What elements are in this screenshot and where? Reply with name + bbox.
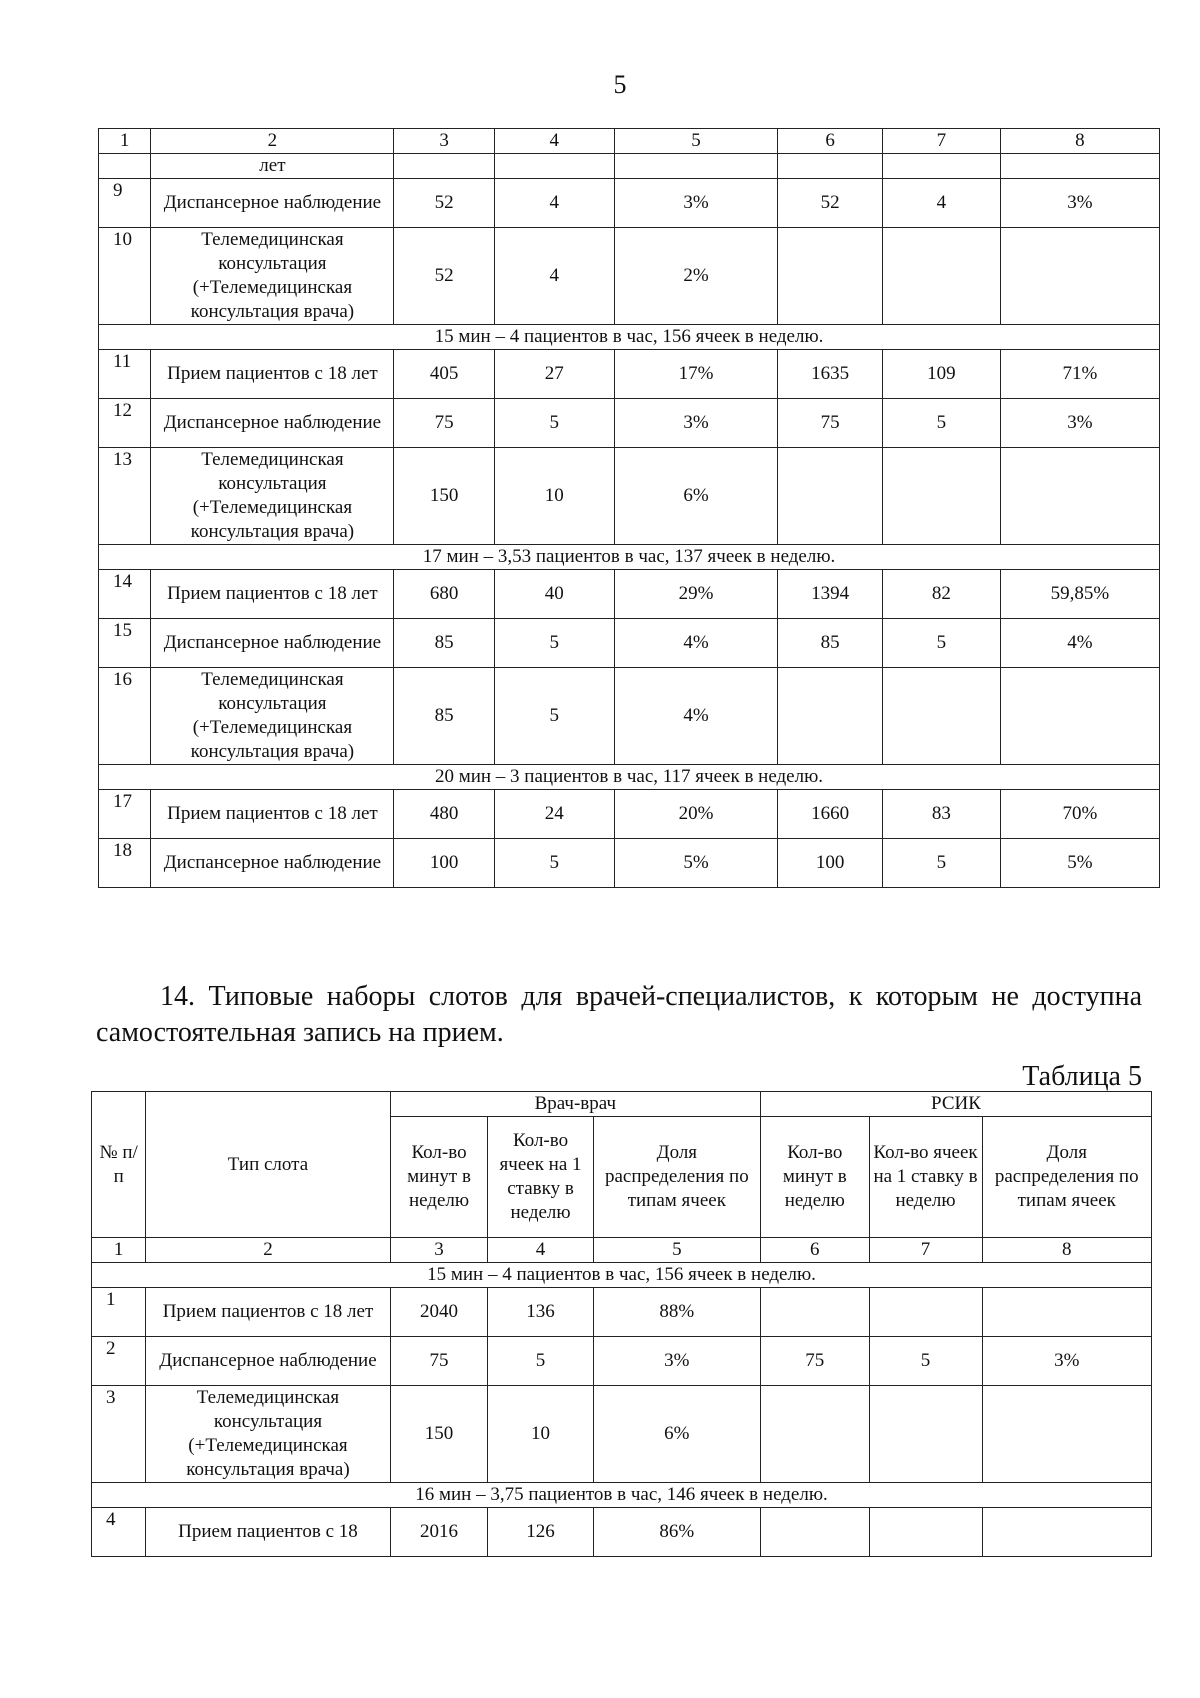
table-body [92,1092,1152,1557]
slot-type: Диспансерное наблюдение [146,1337,390,1386]
cell-value: 4 [494,228,614,325]
cell-value [982,1288,1152,1337]
slot-type: Диспансерное наблюдение [151,619,394,668]
table-row [99,154,1160,179]
cell-value: 6% [593,1386,760,1483]
table-row [92,1288,1152,1337]
table-5 [91,1091,1152,1557]
cell-value: 70% [1000,790,1159,839]
cell-value: 10 [494,448,614,545]
cell-value: 2016 [390,1508,488,1557]
column-number: 3 [394,129,494,154]
cell-value: 75 [778,399,883,448]
row-number: 10 [99,228,151,325]
cell-value: 1635 [778,350,883,399]
cell-value [1000,448,1159,545]
cell-value: 6% [614,448,778,545]
column-number-row [92,1238,1152,1263]
slot-type: Телемедицинская консультация (+Телемедицинская консультация врача) [146,1386,390,1483]
column-number: 8 [1000,129,1159,154]
cell-value: 5 [494,668,614,765]
table-row [92,1508,1152,1557]
cell-value [982,1386,1152,1483]
row-number: 15 [99,619,151,668]
cell-value: 5 [494,839,614,888]
cell-value: 109 [882,350,1000,399]
column-number: 5 [614,129,778,154]
slot-table-continued [98,128,1160,888]
cell-value: 59,85% [1000,570,1159,619]
table-row [99,668,1160,765]
cell-value: 5% [614,839,778,888]
cell-value: 20% [614,790,778,839]
cell-value: 5 [882,399,1000,448]
column-number: 2 [151,129,394,154]
cell-value: 75 [394,399,494,448]
cell-value [982,1508,1152,1557]
slot-type: Диспансерное наблюдение [151,399,394,448]
cell-value: 52 [394,179,494,228]
cell-value: 52 [778,179,883,228]
row-number: 16 [99,668,151,765]
header-share: Доля распределения по типам ячеек [593,1117,760,1238]
cell-value [882,154,1000,179]
cell-value: 40 [494,570,614,619]
cell-value: 4% [614,619,778,668]
header-share: Доля распределения по типам ячеек [982,1117,1152,1238]
row-number: 13 [99,448,151,545]
cell-value: 5 [488,1337,593,1386]
section-header: 15 мин – 4 пациентов в час, 156 ячеек в неделю. [92,1263,1152,1288]
cell-value: 88% [593,1288,760,1337]
column-number: 1 [99,129,151,154]
row-number: 18 [99,839,151,888]
cell-value: 5% [1000,839,1159,888]
cell-value: 405 [394,350,494,399]
cell-value: 480 [394,790,494,839]
cell-value: 83 [882,790,1000,839]
cell-value: 5 [882,619,1000,668]
cell-value [882,668,1000,765]
table-row [99,448,1160,545]
cell-value: 85 [778,619,883,668]
row-number: 3 [92,1386,146,1483]
cell-value: 3% [614,179,778,228]
cell-value: 3% [982,1337,1152,1386]
table-header-row [92,1092,1152,1117]
row-number: 14 [99,570,151,619]
slot-type: Телемедицинская консультация (+Телемедицинская консультация врача) [151,668,394,765]
cell-value: 4% [614,668,778,765]
table-row [99,179,1160,228]
cell-value [614,154,778,179]
table-caption: Таблица 5 [1022,1061,1142,1092]
slot-type: Прием пациентов с 18 лет [146,1288,390,1337]
cell-value: 5 [869,1337,982,1386]
column-number: 7 [869,1238,982,1263]
table-row [99,350,1160,399]
section-header-row [99,765,1160,790]
row-number: 1 [92,1288,146,1337]
row-number: 12 [99,399,151,448]
cell-value: 4 [882,179,1000,228]
table-row [99,790,1160,839]
cell-value: 85 [394,619,494,668]
row-number: 17 [99,790,151,839]
section-header: 15 мин – 4 пациентов в час, 156 ячеек в неделю. [99,325,1160,350]
table-row [92,1337,1152,1386]
cell-value: 5 [494,619,614,668]
cell-value [760,1288,869,1337]
cell-value: 5 [882,839,1000,888]
section-header-row [92,1263,1152,1288]
cell-value: 4% [1000,619,1159,668]
column-number: 7 [882,129,1000,154]
slot-type: Диспансерное наблюдение [151,179,394,228]
cell-value: 1394 [778,570,883,619]
header-group-doctor: Врач-врач [390,1092,760,1117]
cell-value [778,448,883,545]
cell-value [882,228,1000,325]
cell-value: 10 [488,1386,593,1483]
slot-type: Прием пациентов с 18 лет [151,350,394,399]
section-header: 17 мин – 3,53 пациентов в час, 137 ячеек в неделю. [99,545,1160,570]
column-number: 6 [760,1238,869,1263]
cell-value: 126 [488,1508,593,1557]
slot-type: Телемедицинская консультация (+Телемедицинская консультация врача) [151,448,394,545]
header-cells: Кол-во ячеек на 1 ставку в неделю [869,1117,982,1238]
cell-value: 3% [1000,399,1159,448]
column-number: 8 [982,1238,1152,1263]
header-minutes: Кол-во минут в неделю [760,1117,869,1238]
header-minutes: Кол-во минут в неделю [390,1117,488,1238]
table-row [99,839,1160,888]
header-number: № п/п [92,1092,146,1238]
cell-value: 680 [394,570,494,619]
header-group-rsik: РСИК [760,1092,1151,1117]
slot-type: Прием пациентов с 18 [146,1508,390,1557]
cell-value: 17% [614,350,778,399]
section-header: 16 мин – 3,75 пациентов в час, 146 ячеек в неделю. [92,1483,1152,1508]
row-number [99,154,151,179]
cell-value [1000,228,1159,325]
slot-type: Прием пациентов с 18 лет [151,790,394,839]
cell-value: 4 [494,179,614,228]
cell-value: 71% [1000,350,1159,399]
cell-value: 3% [614,399,778,448]
cell-value: 2% [614,228,778,325]
table-row [99,570,1160,619]
cell-value [869,1386,982,1483]
row-number: 11 [99,350,151,399]
cell-value: 85 [394,668,494,765]
cell-value: 150 [390,1386,488,1483]
column-number-row [99,129,1160,154]
column-number: 4 [488,1238,593,1263]
page-number: 5 [613,70,627,99]
section-header-row [99,325,1160,350]
row-number: 9 [99,179,151,228]
header-slot-type: Тип слота [146,1092,390,1238]
column-number: 2 [146,1238,390,1263]
slot-type: Прием пациентов с 18 лет [151,570,394,619]
column-number: 3 [390,1238,488,1263]
row-number: 2 [92,1337,146,1386]
cell-value [760,1508,869,1557]
cell-value: 75 [760,1337,869,1386]
table-row [92,1386,1152,1483]
cell-value: 24 [494,790,614,839]
cell-value [869,1288,982,1337]
column-number: 4 [494,129,614,154]
section-14-paragraph: 14. Типовые наборы слотов для врачей-специалистов, к которым не доступна самостоятельная запись на прием. [96,981,1142,1048]
cell-value: 1660 [778,790,883,839]
slot-type: Телемедицинская консультация (+Телемедицинская консультация врача) [151,228,394,325]
cell-value: 100 [778,839,883,888]
table-row [99,399,1160,448]
cell-value: 5 [494,399,614,448]
cell-value: 2040 [390,1288,488,1337]
cell-value: 3% [1000,179,1159,228]
table-body [99,129,1160,888]
cell-value: 86% [593,1508,760,1557]
cell-value [1000,154,1159,179]
cell-value [494,154,614,179]
table-row [99,619,1160,668]
slot-type: лет [151,154,394,179]
cell-value [394,154,494,179]
cell-value: 100 [394,839,494,888]
cell-value: 82 [882,570,1000,619]
header-cells: Кол-во ячеек на 1 ставку в неделю [488,1117,593,1238]
cell-value [760,1386,869,1483]
cell-value [778,154,883,179]
cell-value [869,1508,982,1557]
table-row [99,228,1160,325]
column-number: 6 [778,129,883,154]
section-header-row [99,545,1160,570]
cell-value [778,668,883,765]
cell-value: 150 [394,448,494,545]
row-number: 4 [92,1508,146,1557]
cell-value: 136 [488,1288,593,1337]
cell-value: 75 [390,1337,488,1386]
section-header: 20 мин – 3 пациентов в час, 117 ячеек в неделю. [99,765,1160,790]
cell-value: 52 [394,228,494,325]
column-number: 5 [593,1238,760,1263]
cell-value: 27 [494,350,614,399]
slot-type: Диспансерное наблюдение [151,839,394,888]
cell-value [778,228,883,325]
cell-value: 29% [614,570,778,619]
cell-value: 3% [593,1337,760,1386]
cell-value [1000,668,1159,765]
cell-value [882,448,1000,545]
column-number: 1 [92,1238,146,1263]
section-header-row [92,1483,1152,1508]
